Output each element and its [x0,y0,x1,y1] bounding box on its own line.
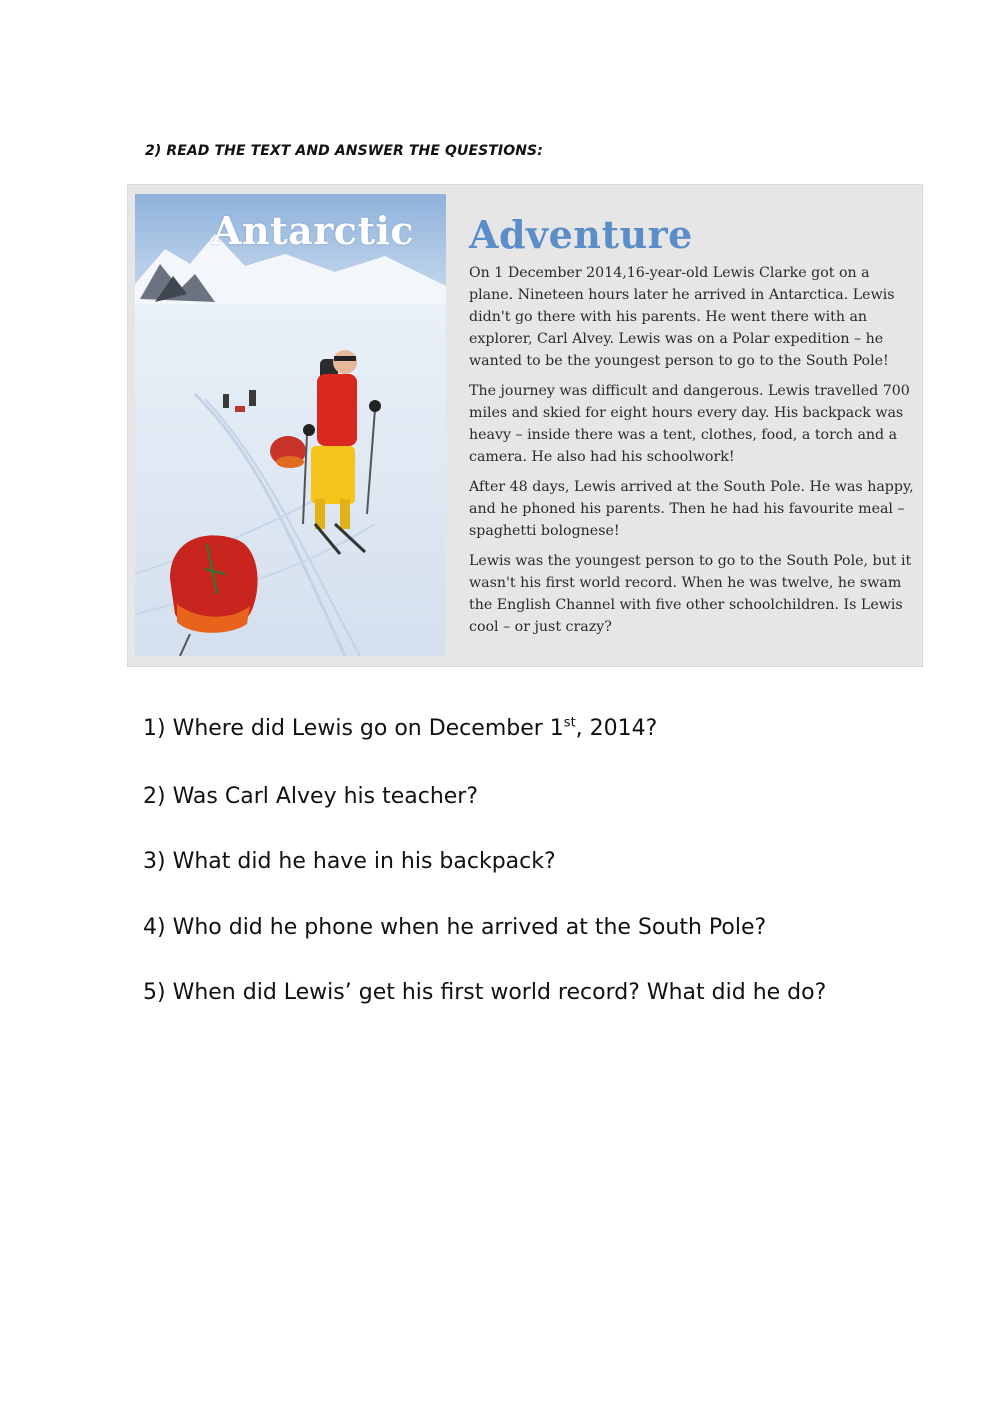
instruction-heading: 2) READ THE TEXT AND ANSWER THE QUESTIONS: [145,143,543,159]
article-paragraph: On 1 December 2014,16-year-old Lewis Clarke got on a plane. Nineteen hours later he arrived in Antarctica. Lewis didn't go there with his parents. He went there with an explorer, Carl Alvey. Lewis was on a Polar expedition – he wanted to be the youngest person to go to the South Pole! [469,265,895,369]
article-title-adventure: Adventure [469,212,693,257]
question-1-text: 1) Where did Lewis go on December 1 [143,716,564,741]
polar-expedition-photo [135,194,446,656]
question-2: 2) Was Carl Alvey his teacher? [143,784,479,809]
article-body [469,262,917,646]
question-1 [143,716,657,741]
article-paragraph: Lewis was the youngest person to go to the South Pole, but it wasn't his first world record. When he was twelve, he swam the English Channel with five other schoolchildren. Is Lewis cool – or just crazy? [469,553,912,635]
question-1-ordinal-suffix: st [563,715,576,731]
article-paragraph: After 48 days, Lewis arrived at the South Pole. He was happy, and he phoned his parents. Then he had his favourite meal – spaghetti bolognese! [469,479,914,539]
question-3: 3) What did he have in his backpack? [143,849,556,874]
question-1-text-end: , 2014? [575,716,658,741]
article-scan [127,184,923,667]
article-paragraph: The journey was difficult and dangerous. Lewis travelled 700 miles and skied for eight hours every day. His backpack was heavy – inside there was a tent, clothes, food, a torch and a camera. He also had his schoolwork! [469,383,910,465]
question-4: 4) Who did he phone when he arrived at the South Pole? [143,915,767,940]
article-title-antarctic: Antarctic [212,208,415,253]
question-5: 5) When did Lewis’ get his first world record? What did he do? [143,980,827,1005]
